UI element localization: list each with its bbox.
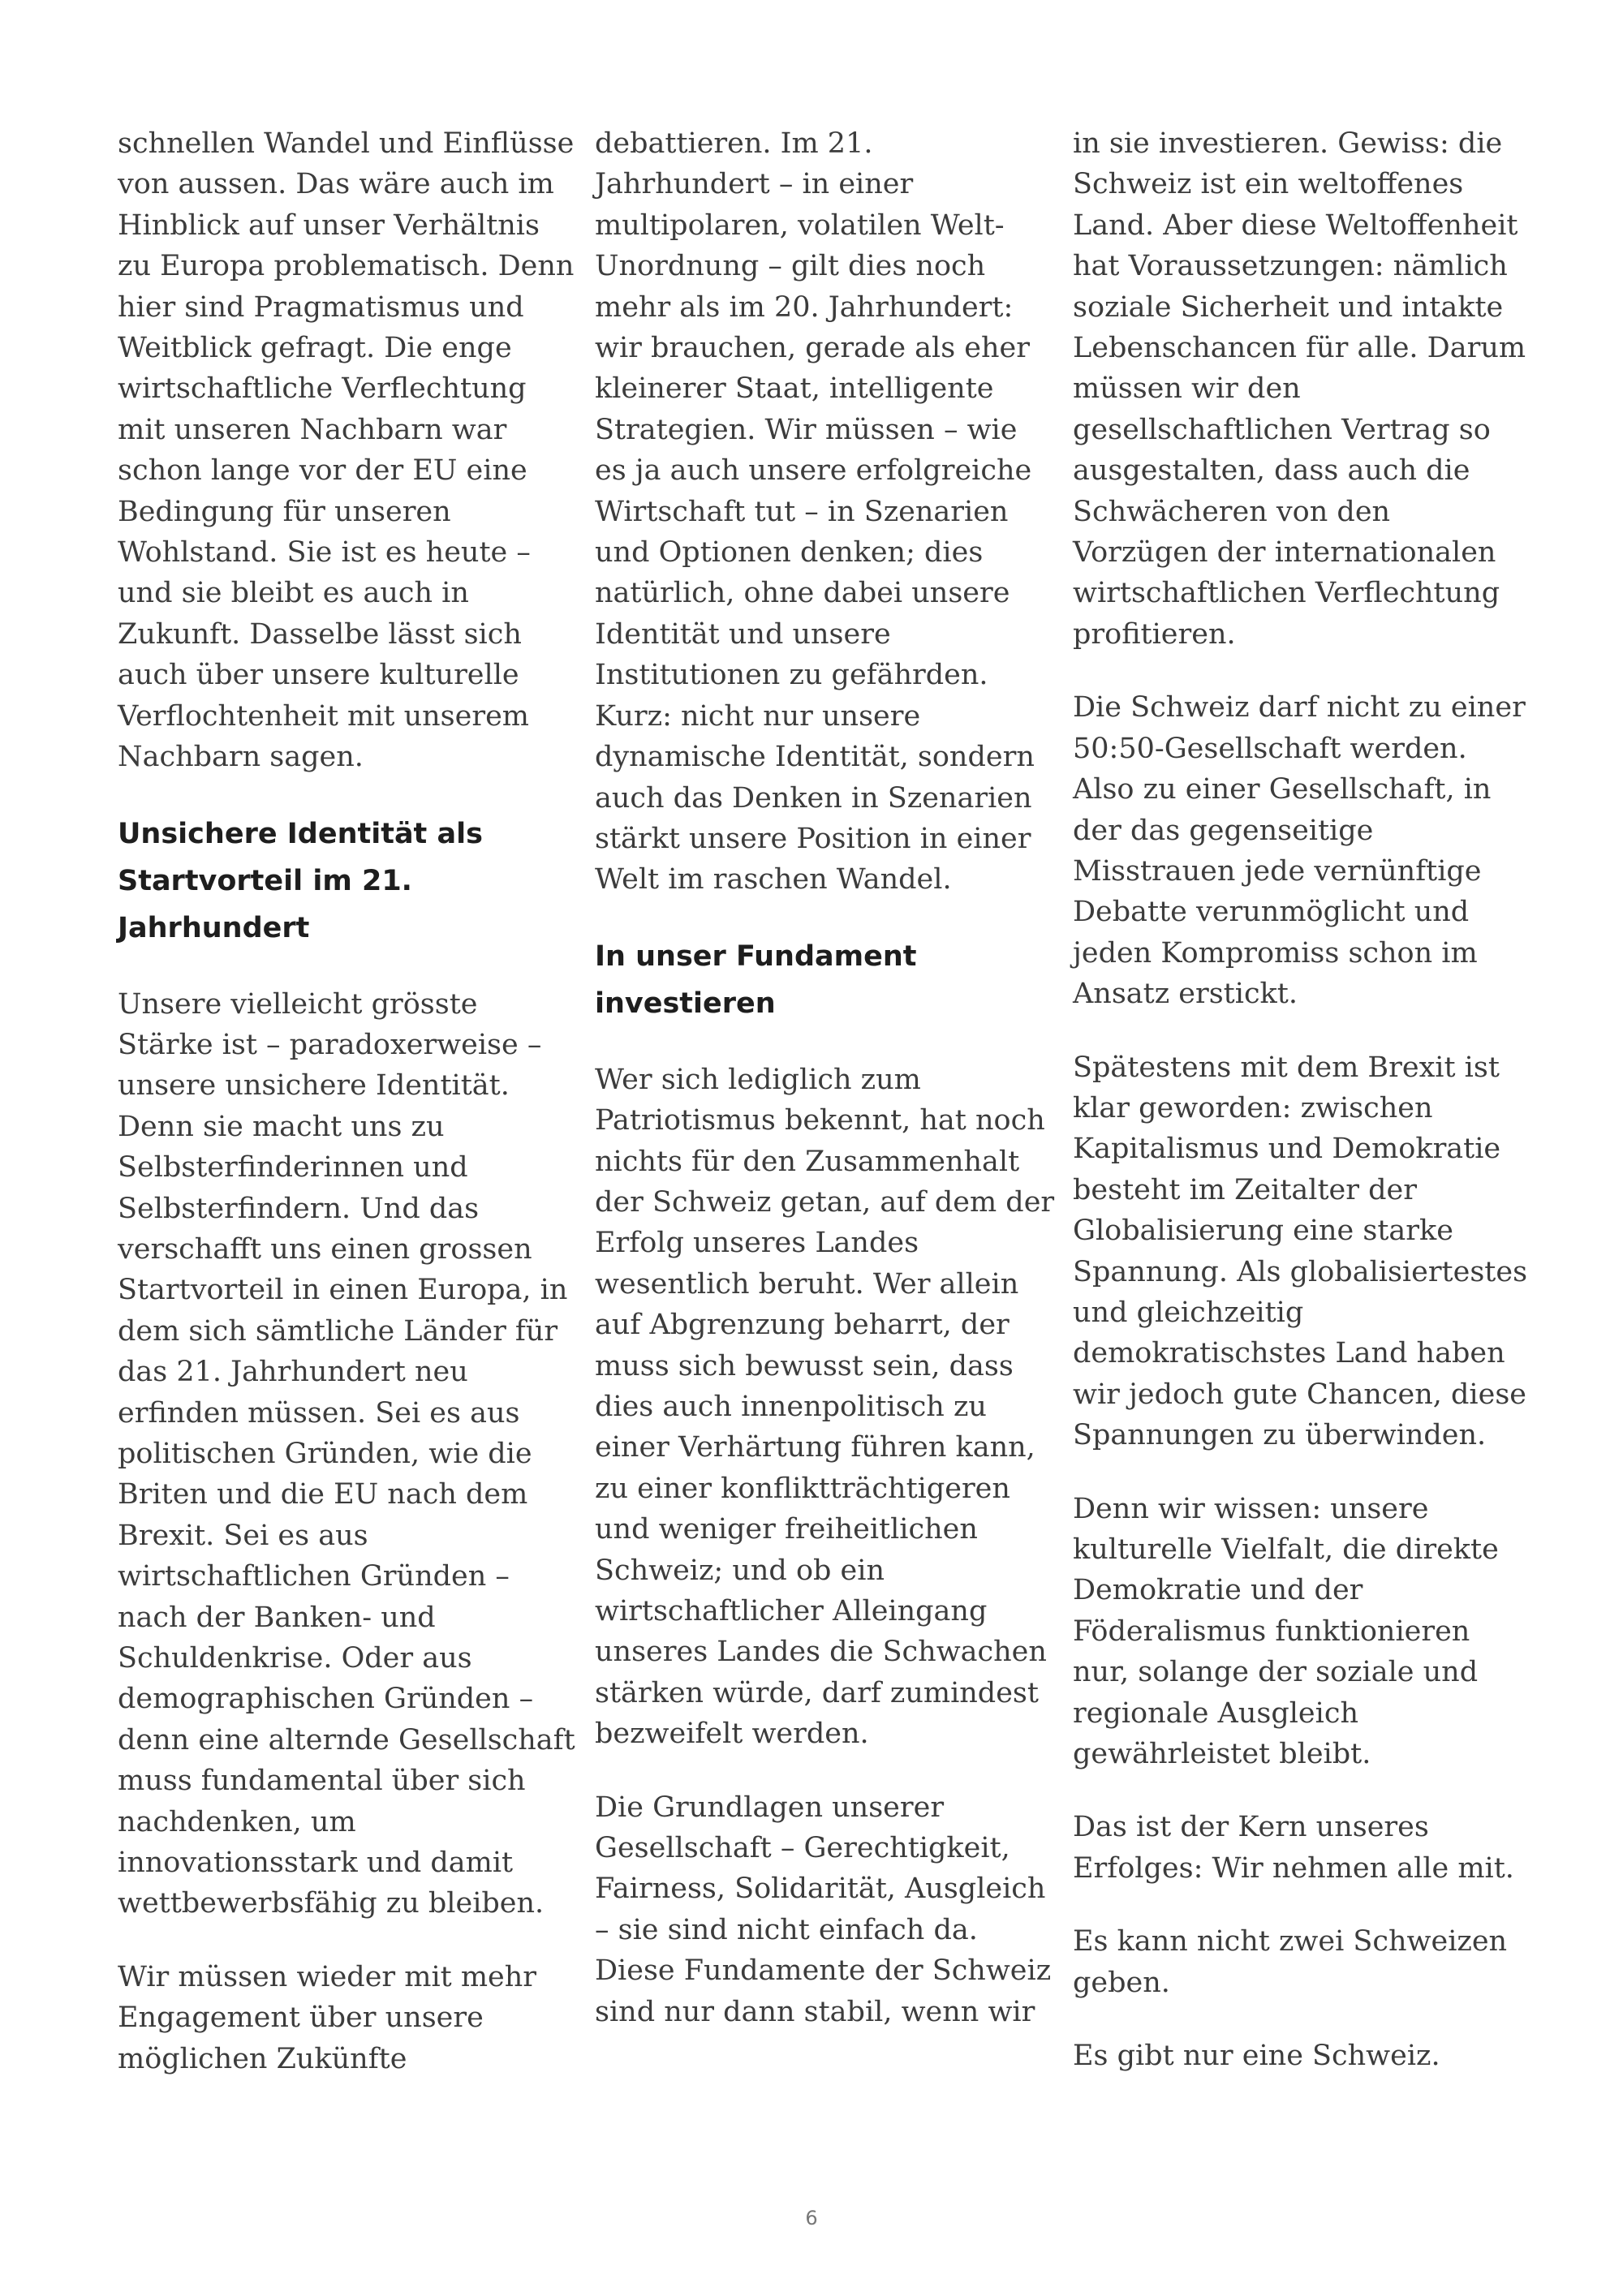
text-line: Weitblick gefragt. Die enge: [118, 332, 512, 365]
text-line: investieren: [595, 987, 776, 1020]
text-line: natürlich, ohne dabei unsere: [595, 577, 1010, 610]
text-line: und Optionen denken; dies: [595, 536, 984, 570]
text-line: zu Europa problematisch. Denn: [118, 250, 575, 283]
text-line: Also zu einer Gesellschaft, in: [1073, 773, 1492, 806]
text-line: Demokratie und der: [1073, 1574, 1363, 1607]
text-line: Vorzügen der internationalen: [1073, 536, 1496, 570]
text-line: Startvorteil im 21.: [118, 864, 412, 897]
text-line: In unser Fundament: [595, 939, 917, 973]
text-line: erfinden müssen. Sei es aus: [118, 1396, 520, 1430]
text-line: wettbewerbsfähig zu bleiben.: [118, 1887, 545, 1920]
text-line: Identität und unsere: [595, 617, 891, 651]
text-line: auch das Denken in Szenarien: [595, 781, 1032, 815]
text-line: Denn sie macht uns zu: [118, 1110, 445, 1143]
text-line: Das ist der Kern unseres: [1073, 1811, 1429, 1844]
col3-paragraph-1: [1073, 123, 1527, 655]
text-line: mit unseren Nachbarn war: [118, 413, 507, 446]
text-line: Fairness, Solidarität, Ausgleich: [595, 1872, 1046, 1906]
text-line: Engagement über unsere: [118, 2001, 484, 2035]
text-line: und weniger freiheitlichen: [595, 1513, 978, 1546]
text-line: stärkt unsere Position in einer: [595, 822, 1031, 855]
col1-paragraph-2: [118, 984, 575, 1924]
text-line: Föderalismus funktionieren: [1073, 1615, 1470, 1648]
text-line: Wer sich lediglich zum: [595, 1063, 921, 1096]
text-line: Erfolg unseres Landes: [595, 1227, 919, 1260]
col2-heading-fundament: [595, 933, 1049, 1027]
text-line: dynamische Identität, sondern: [595, 741, 1035, 774]
text-line: Schweiz; und ob ein: [595, 1554, 885, 1587]
col2-paragraph-2: [595, 1060, 1055, 1755]
text-line: demographischen Gründen –: [118, 1683, 534, 1716]
col3-paragraph-5: [1073, 1807, 1527, 1889]
text-line: nur, solange der soziale und: [1073, 1656, 1479, 1689]
col2-paragraph-1: [595, 123, 1049, 901]
text-line: verschafft uns einen grossen: [118, 1232, 532, 1266]
text-line: muss fundamental über sich: [118, 1765, 526, 1798]
text-line: Brexit. Sei es aus: [118, 1519, 368, 1552]
text-line: Kapitalismus und Demokratie: [1073, 1133, 1501, 1166]
text-line: wir jedoch gute Chancen, diese: [1073, 1378, 1526, 1411]
text-line: wirtschaftlichen Verflechtung: [1073, 577, 1500, 610]
text-line: Spätestens mit dem Brexit ist: [1073, 1051, 1500, 1084]
text-line: denn eine alternde Gesellschaft: [118, 1723, 575, 1756]
text-line: Wir müssen wieder mit mehr: [118, 1960, 537, 1993]
text-line: besteht im Zeitalter der: [1073, 1173, 1417, 1206]
text-line: Es kann nicht zwei Schweizen: [1073, 1925, 1508, 1958]
text-line: politischen Gründen, wie die: [118, 1437, 532, 1470]
text-line: wirtschaftlichen Gründen –: [118, 1560, 510, 1593]
text-line: hier sind Pragmatismus und: [118, 290, 524, 324]
text-line: – sie sind nicht einfach da.: [595, 1913, 978, 1946]
text-line: nachdenken, um: [118, 1805, 356, 1838]
text-line: Selbsterfindern. Und das: [118, 1192, 480, 1225]
text-line: nach der Banken- und: [118, 1601, 436, 1634]
text-line: in sie investieren. Gewiss: die: [1073, 127, 1503, 160]
text-line: dem sich sämtliche Länder für: [118, 1314, 558, 1348]
text-line: wesentlich beruht. Wer allein: [595, 1267, 1019, 1301]
text-line: Unsichere Identität als: [118, 817, 483, 850]
col3-paragraph-3: [1073, 1047, 1527, 1456]
text-line: geben.: [1073, 1966, 1170, 1999]
text-line: auf Abgrenzung beharrt, der: [595, 1309, 1010, 1342]
text-line: jeden Kompromiss schon im: [1073, 936, 1478, 970]
text-line: Strategien. Wir müssen – wie: [595, 413, 1018, 446]
text-line: Institutionen zu gefährden.: [595, 659, 988, 692]
page-number: 6: [805, 2207, 818, 2229]
text-line: ausgestalten, dass auch die: [1073, 454, 1470, 488]
text-line: bezweifelt werden.: [595, 1718, 869, 1751]
text-line: Die Grundlagen unserer: [595, 1791, 945, 1824]
text-line: Kurz: nicht nur unsere: [595, 699, 921, 733]
text-line: wir brauchen, gerade als eher: [595, 332, 1031, 365]
text-line: schon lange vor der EU eine: [118, 454, 527, 488]
text-line: das 21. Jahrhundert neu: [118, 1356, 468, 1389]
text-line: kulturelle Vielfalt, die direkte: [1073, 1533, 1499, 1566]
text-line: dies auch innenpolitisch zu: [595, 1390, 987, 1423]
text-line: und gleichzeitig: [1073, 1296, 1304, 1329]
text-line: Jahrhundert – in einer: [595, 168, 914, 201]
text-line: Zukunft. Dasselbe lässt sich: [118, 617, 522, 651]
text-line: 50:50-Gesellschaft werden.: [1073, 732, 1467, 765]
text-line: Unsere vielleicht grösste: [118, 987, 478, 1021]
col1-heading-unsichere-identitaet: [118, 810, 572, 952]
text-line: Spannung. Als globalisiertestes: [1073, 1255, 1528, 1288]
text-line: einer Verhärtung führen kann,: [595, 1431, 1035, 1464]
text-line: multipolaren, volatilen Welt-: [595, 209, 1005, 242]
text-line: Denn wir wissen: unsere: [1073, 1492, 1429, 1525]
text-line: Bedingung für unseren: [118, 495, 451, 528]
text-line: der Schweiz getan, auf dem der: [595, 1185, 1055, 1219]
text-line: Unordnung – gilt dies noch: [595, 250, 986, 283]
text-line: sind nur dann stabil, wenn wir: [595, 1995, 1035, 2028]
text-line: hat Voraussetzungen: nämlich: [1073, 250, 1508, 283]
text-line: Es gibt nur eine Schweiz.: [1073, 2040, 1440, 2073]
text-line: Ansatz erstickt.: [1073, 978, 1298, 1011]
text-line: Hinblick auf unser Verhältnis: [118, 209, 540, 242]
text-line: Schweiz ist ein weltoffenes: [1073, 168, 1464, 201]
text-line: Nachbarn sagen.: [118, 741, 364, 774]
text-line: Jahrhundert: [118, 911, 310, 944]
text-line: profitieren.: [1073, 617, 1236, 651]
text-line: schnellen Wandel und Einflüsse: [118, 127, 575, 160]
text-line: zu einer konfliktträchtigeren: [595, 1472, 1010, 1505]
col2-paragraph-3: [595, 1787, 1052, 2032]
text-line: Schwächeren von den: [1073, 495, 1391, 528]
text-line: unsere unsichere Identität.: [118, 1069, 510, 1103]
text-line: Globalisierung eine starke: [1073, 1215, 1453, 1248]
text-line: es ja auch unsere erfolgreiche: [595, 454, 1032, 488]
text-line: Debatte verunmöglicht und: [1073, 896, 1470, 929]
text-line: Misstrauen jede vernünftige: [1073, 854, 1482, 888]
text-line: Welt im raschen Wandel.: [595, 863, 952, 896]
text-line: Die Schweiz darf nicht zu einer: [1073, 691, 1526, 724]
text-line: Erfolges: Wir nehmen alle mit.: [1073, 1851, 1514, 1885]
column-3: [1073, 123, 1527, 2109]
text-line: Schuldenkrise. Oder aus: [118, 1642, 472, 1675]
col3-paragraph-7: [1073, 2036, 1527, 2076]
text-line: nichts für den Zusammenhalt: [595, 1145, 1020, 1178]
col1-paragraph-1: [118, 123, 575, 778]
text-line: Wirtschaft tut – in Szenarien: [595, 495, 1009, 528]
text-line: der das gegenseitige: [1073, 814, 1374, 847]
text-line: kleinerer Staat, intelligente: [595, 372, 994, 406]
text-line: debattieren. Im 21.: [595, 127, 873, 160]
text-line: gesellschaftlichen Vertrag so: [1073, 413, 1491, 446]
text-line: Verflochtenheit mit unserem: [118, 699, 529, 733]
text-line: Gesellschaft – Gerechtigkeit,: [595, 1832, 1010, 1865]
text-line: regionale Ausgleich: [1073, 1696, 1358, 1730]
text-line: klar geworden: zwischen: [1073, 1091, 1433, 1124]
text-line: Wohlstand. Sie ist es heute –: [118, 536, 531, 570]
text-line: Diese Fundamente der Schweiz: [595, 1954, 1052, 1988]
col1-paragraph-3: [118, 1957, 572, 2079]
text-line: Lebenschancen für alle. Darum: [1073, 332, 1526, 365]
text-line: stärken würde, darf zumindest: [595, 1676, 1039, 1709]
text-line: und sie bleibt es auch in: [118, 577, 469, 610]
text-line: Patriotismus bekennt, hat noch: [595, 1104, 1045, 1137]
text-line: unseres Landes die Schwachen: [595, 1636, 1047, 1669]
column-2: [595, 123, 1055, 2065]
column-1: [118, 123, 575, 2112]
text-line: innovationsstark und damit: [118, 1847, 514, 1880]
text-line: möglichen Zukünfte: [118, 2042, 407, 2075]
col3-paragraph-4: [1073, 1489, 1527, 1775]
text-line: mehr als im 20. Jahrhundert:: [595, 290, 1014, 324]
text-line: müssen wir den: [1073, 372, 1301, 406]
text-line: auch über unsere kulturelle: [118, 659, 519, 692]
text-line: Selbsterfinderinnen und: [118, 1151, 468, 1185]
col3-paragraph-2: [1073, 687, 1527, 1014]
text-line: demokratischstes Land haben: [1073, 1337, 1505, 1370]
text-line: muss sich bewusst sein, dass: [595, 1349, 1014, 1382]
text-line: soziale Sicherheit und intakte: [1073, 290, 1504, 324]
col3-paragraph-6: [1073, 1921, 1527, 2003]
text-line: Land. Aber diese Weltoffenheit: [1073, 209, 1518, 242]
text-line: wirtschaftliche Verflechtung: [118, 372, 527, 406]
text-line: Stärke ist – paradoxerweise –: [118, 1028, 542, 1061]
text-line: gewährleistet bleibt.: [1073, 1738, 1371, 1771]
text-line: wirtschaftlicher Alleingang: [595, 1595, 988, 1627]
text-line: Spannungen zu überwinden.: [1073, 1419, 1487, 1452]
text-line: von aussen. Das wäre auch im: [118, 168, 554, 201]
text-line: Briten und die EU nach dem: [118, 1478, 528, 1511]
text-line: Startvorteil in einen Europa, in: [118, 1274, 568, 1307]
